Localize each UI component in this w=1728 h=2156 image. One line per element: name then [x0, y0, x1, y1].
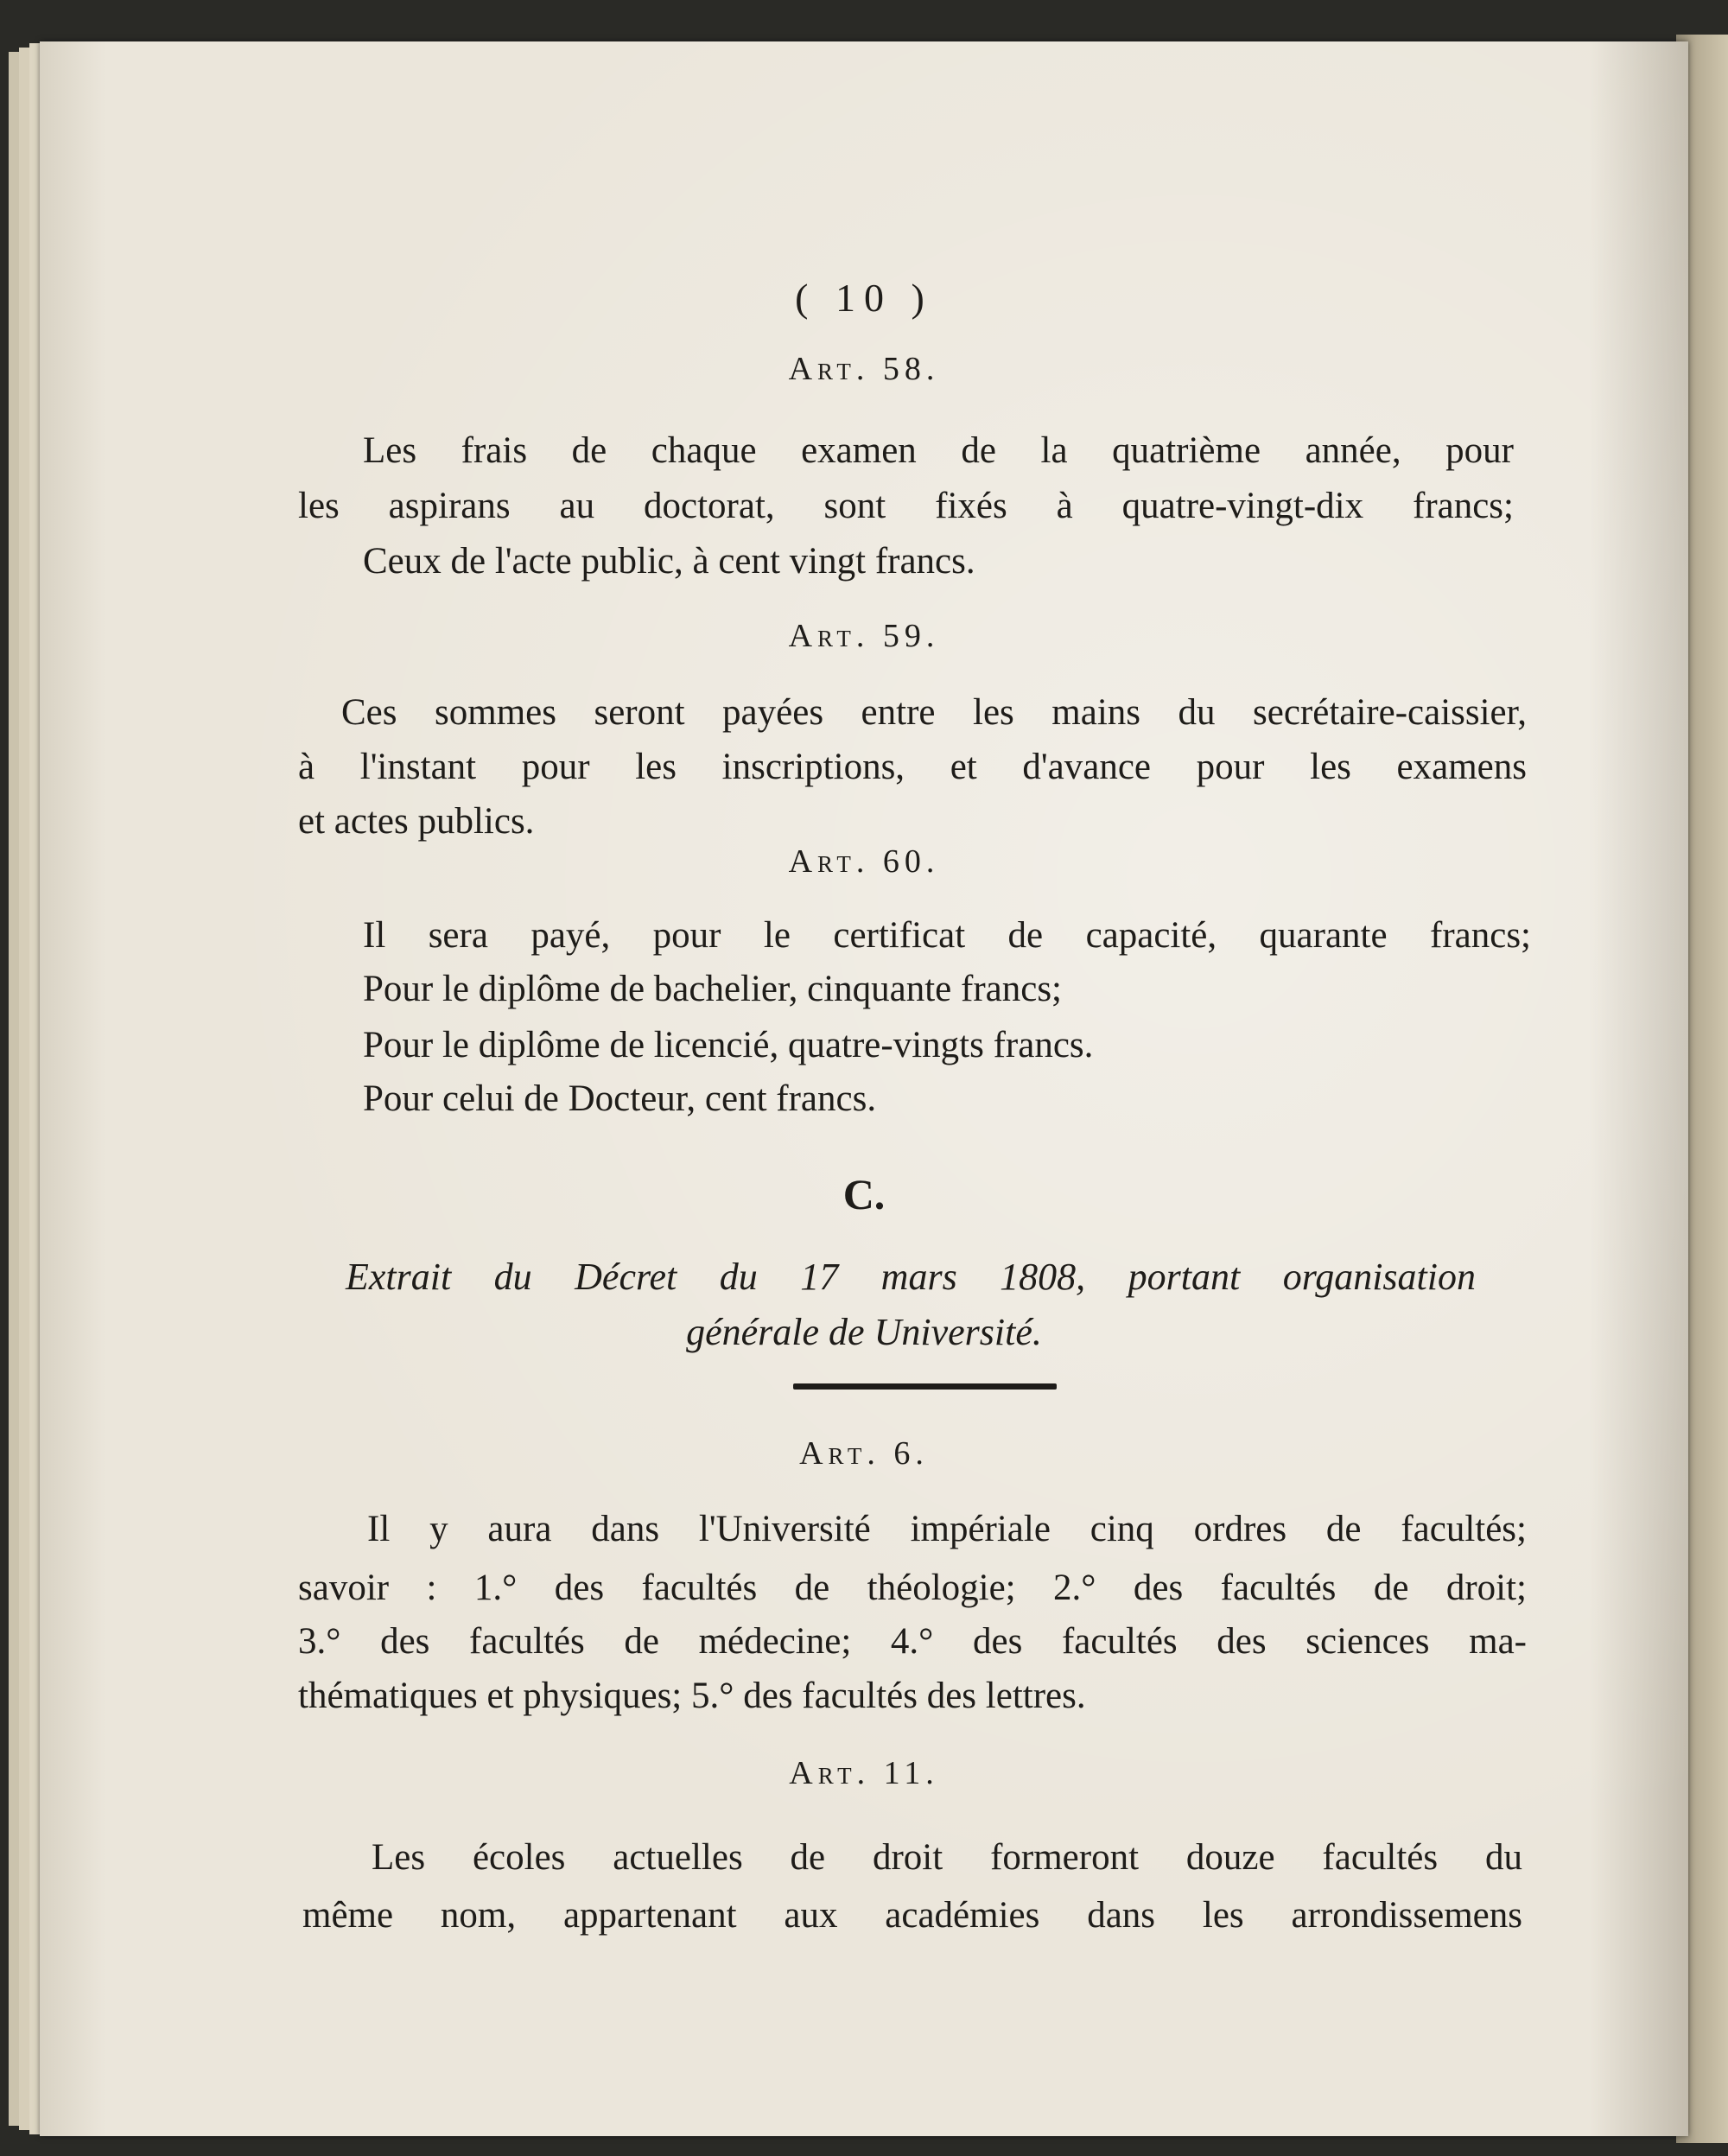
page-number: ( 10 ): [795, 276, 933, 320]
divider-rule: [793, 1383, 1057, 1390]
text-line: Ces sommes seront payées entre les mains du secrétaire-caissier,: [341, 692, 1527, 733]
text-line: et actes publics.: [298, 801, 535, 842]
article-heading: Art. 60.: [788, 843, 940, 880]
article-heading: Art. 6.: [799, 1435, 929, 1472]
text-line: thématiques et physiques; 5.° des facultés des lettres.: [298, 1676, 1086, 1716]
section-title: Extrait du Décret du 17 mars 1808, portant organisation: [346, 1256, 1476, 1298]
text-line: Pour le diplôme de licencié, quatre-vingts francs.: [363, 1025, 1094, 1065]
article-heading: Art. 11.: [789, 1755, 939, 1791]
text-line: 3.° des facultés de médecine; 4.° des facultés des sciences ma-: [298, 1621, 1527, 1662]
text-line: même nom, appartenant aux académies dans les arrondissemens: [302, 1895, 1522, 1936]
text-line: Pour celui de Docteur, cent francs.: [363, 1078, 877, 1119]
text-line: Il sera payé, pour le certificat de capacité, quarante francs;: [363, 915, 1531, 956]
text-line: Il y aura dans l'Université impériale cinq ordres de facultés;: [367, 1509, 1527, 1549]
text-line: Les frais de chaque examen de la quatrième année, pour: [363, 430, 1514, 471]
article-heading: Art. 58.: [788, 351, 940, 387]
text-line: savoir : 1.° des facultés de théologie; 2.° des facultés de droit;: [298, 1568, 1527, 1608]
section-title: générale de Université.: [686, 1311, 1042, 1353]
section-letter: C.: [842, 1170, 886, 1218]
text-line: à l'instant pour les inscriptions, et d'avance pour les examens: [298, 747, 1527, 787]
text-line: les aspirans au doctorat, sont fixés à quatre-vingt-dix francs;: [298, 486, 1514, 526]
article-heading: Art. 59.: [788, 618, 940, 654]
text-line: Les écoles actuelles de droit formeront douze facultés du: [372, 1837, 1522, 1878]
text-line: Ceux de l'acte public, à cent vingt francs.: [363, 541, 975, 582]
text-line: Pour le diplôme de bachelier, cinquante francs;: [363, 969, 1063, 1009]
